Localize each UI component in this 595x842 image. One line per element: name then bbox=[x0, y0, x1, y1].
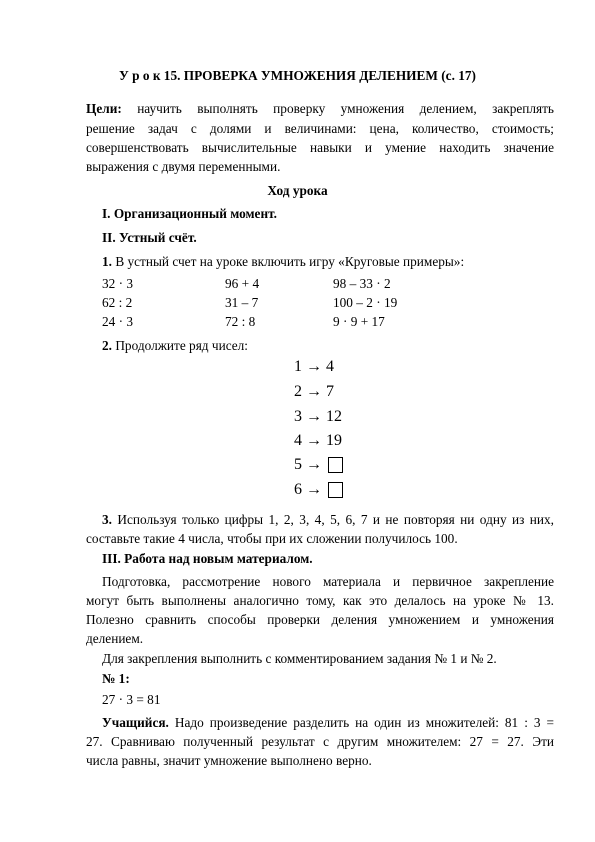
task-3-line-2: составьте такие 4 числа, чтобы при их сложении получилось 100. bbox=[86, 531, 458, 546]
example-r2-c2: 31 – 7 bbox=[225, 295, 259, 310]
sequence-row-3 bbox=[294, 408, 342, 426]
arrow-right-icon: → bbox=[306, 432, 322, 449]
goals-line-4: выражения с двумя переменными. bbox=[86, 159, 281, 174]
prep-line-1: Подготовка, рассмотрение нового материала и первичное закрепление bbox=[102, 574, 554, 589]
example-r1-c3: 98 – 33 · 2 bbox=[333, 276, 391, 291]
example-r3-c1: 24 · 3 bbox=[102, 314, 134, 329]
seq-n: 4 bbox=[294, 432, 302, 449]
prep-line-3: Полезно сравнить способы проверки деления умножением и умножения bbox=[86, 612, 554, 627]
task-number-1: № 1: bbox=[102, 671, 130, 686]
sequence-row-1 bbox=[294, 358, 334, 376]
section-new-material: III. Работа над новым материалом. bbox=[102, 551, 313, 566]
seq-n: 6 bbox=[294, 481, 302, 498]
task-1-text: В устный счет на уроке включить игру «Круговые примеры»: bbox=[115, 254, 465, 269]
arrow-right-icon: → bbox=[306, 358, 322, 375]
example-r3-c2: 72 : 8 bbox=[225, 314, 256, 329]
prep-line-4: делением. bbox=[86, 631, 144, 646]
course-heading: Ход урока bbox=[267, 183, 328, 198]
seq-n: 1 bbox=[294, 358, 302, 375]
student-line-2: 27. Сравниваю полученный результат с другим множителем: 27 = 27. Эти bbox=[86, 734, 554, 749]
goals-line-3: совершенствовать вычислительные навыки и умение находить значение bbox=[86, 140, 554, 155]
sequence-row-2 bbox=[294, 383, 334, 401]
goals-line-2: решение задач с долями и величинами: цена, количество, стоимость; bbox=[86, 121, 554, 136]
section-oral: II. Устный счёт. bbox=[102, 230, 197, 245]
task-3-number: 3. bbox=[102, 512, 112, 527]
arrow-right-icon: → bbox=[306, 481, 322, 498]
example-r3-c3: 9 · 9 + 17 bbox=[333, 314, 385, 329]
task-1-number: 1. bbox=[102, 254, 112, 269]
task-2-text: Продолжите ряд чисел: bbox=[115, 338, 248, 353]
goals-text-1: научить выполнять проверку умножения делением, закреплять bbox=[137, 101, 554, 116]
lesson-title: У р о к 15. ПРОВЕРКА УМНОЖЕНИЯ ДЕЛЕНИЕМ (с. 17) bbox=[119, 68, 476, 83]
example-r2-c3: 100 – 2 · 19 bbox=[333, 295, 398, 310]
task-2 bbox=[102, 338, 248, 354]
task-2-number: 2. bbox=[102, 338, 112, 353]
example-r2-c1: 62 : 2 bbox=[102, 295, 133, 310]
sequence-row-5 bbox=[294, 456, 322, 474]
seq-value: 7 bbox=[326, 383, 334, 400]
goals-label: Цели: bbox=[86, 101, 122, 116]
example-r1-c1: 32 · 3 bbox=[102, 276, 134, 291]
seq-n: 2 bbox=[294, 383, 302, 400]
student-line-3: числа равны, значит умножение выполнено верно. bbox=[86, 753, 372, 768]
arrow-right-icon: → bbox=[306, 456, 322, 473]
answer-box bbox=[328, 482, 343, 498]
sequence-row-6 bbox=[294, 481, 322, 499]
seq-value: 19 bbox=[326, 432, 342, 449]
student-label: Учащийся. bbox=[102, 715, 169, 730]
seq-value: 12 bbox=[326, 408, 342, 425]
example-r1-c2: 96 + 4 bbox=[225, 276, 260, 291]
sequence-row-4 bbox=[294, 432, 342, 450]
arrow-right-icon: → bbox=[306, 383, 322, 400]
equation: 27 · 3 = 81 bbox=[102, 692, 161, 707]
section-org: I. Организационный момент. bbox=[102, 206, 277, 221]
seq-n: 3 bbox=[294, 408, 302, 425]
prep-line-2: могут быть выполнены аналогично тому, как это делалось на уроке № 13. bbox=[86, 593, 554, 608]
student-line-1 bbox=[102, 715, 554, 731]
answer-box bbox=[328, 457, 343, 473]
goals-line-1 bbox=[86, 101, 554, 117]
task-3-text-1: Используя только цифры 1, 2, 3, 4, 5, 6, 7 и не повторяя ни одну из них, bbox=[117, 512, 554, 527]
student-text-1: Надо произведение разделить на один из множителей: 81 : 3 = bbox=[174, 715, 555, 730]
fix-instruction: Для закрепления выполнить с комментированием задания № 1 и № 2. bbox=[102, 651, 497, 666]
task-3-line-1 bbox=[102, 512, 554, 528]
seq-n: 5 bbox=[294, 456, 302, 473]
task-1 bbox=[102, 254, 464, 270]
seq-value: 4 bbox=[326, 358, 334, 375]
arrow-right-icon: → bbox=[306, 408, 322, 425]
